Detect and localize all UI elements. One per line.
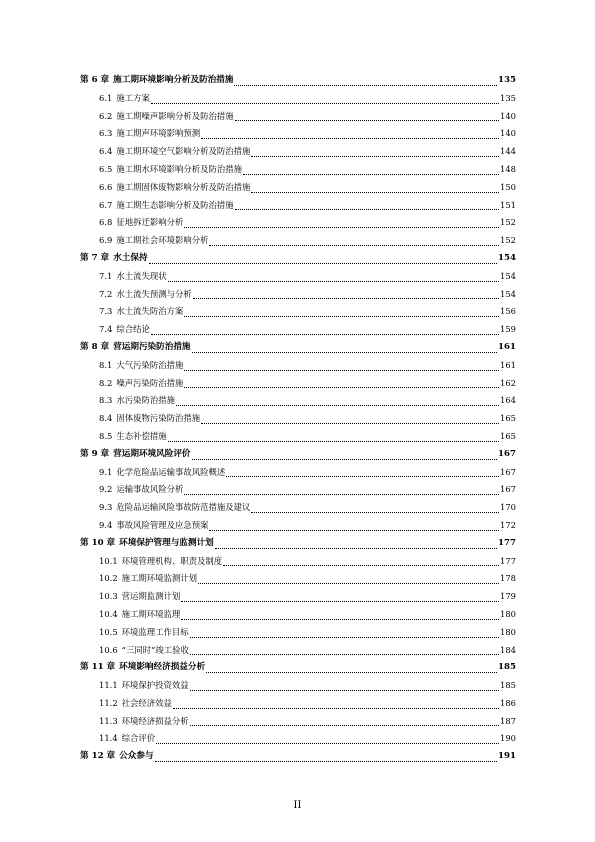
toc-entry-number: 9.3 (99, 502, 113, 513)
toc-dot-leader (198, 583, 499, 584)
toc-entry-page: 177 (498, 537, 516, 548)
toc-entry-number: 11.1 (99, 680, 118, 691)
toc-entry-title: 施工期环境监理 (121, 608, 181, 619)
toc-entry-number: 7.3 (99, 306, 113, 317)
toc-entry-number: 6.4 (99, 146, 113, 157)
toc-entry-number: 10.5 (99, 626, 118, 637)
toc-entry-title: 施工方案 (116, 92, 150, 103)
toc-entry-number: 7.1 (99, 270, 113, 281)
toc-entry-number: 9.1 (99, 466, 113, 477)
toc-entry-title: 施工期环境空气影响分析及防治措施 (116, 146, 251, 157)
toc-entry-page: 179 (500, 591, 516, 602)
toc-entry-number: 7.2 (99, 288, 113, 299)
toc-entry-page: 191 (498, 751, 516, 762)
toc-entry-title: 固体废物污染防治措施 (116, 413, 201, 424)
toc-dot-leader (235, 209, 499, 210)
toc-section-entry[interactable] (80, 553, 516, 571)
toc-entry-title: 大气污染防治措施 (116, 359, 184, 370)
toc-entry-page: 150 (500, 181, 516, 192)
toc-entry-number: 8.2 (99, 377, 113, 388)
toc-chapter-entry[interactable] (80, 748, 516, 766)
toc-dot-leader (149, 263, 498, 264)
toc-entry-title: 施工期噪声影响分析及防治措施 (116, 110, 234, 121)
toc-dot-leader (190, 654, 499, 655)
toc-dot-leader (151, 334, 499, 335)
toc-chapter-entry[interactable] (80, 339, 516, 357)
toc-entry-page: 177 (500, 555, 516, 566)
toc-entry-number: 6.3 (99, 128, 113, 139)
toc-section-entry[interactable] (80, 125, 516, 143)
toc-chapter-entry[interactable] (80, 250, 516, 268)
toc-entry-number: 10.4 (99, 608, 118, 619)
toc-dot-leader (181, 619, 499, 620)
toc-entry-page: 154 (498, 252, 516, 263)
toc-entry-page: 190 (500, 733, 516, 744)
toc-entry-number: 10.2 (99, 573, 118, 584)
toc-entry-title: 征地拆迁影响分析 (116, 217, 184, 228)
toc-entry-number: 第 9 章 (80, 448, 110, 459)
toc-entry-page: 151 (500, 199, 516, 210)
toc-entry-number: 第 10 章 (80, 537, 116, 548)
toc-dot-leader (190, 637, 499, 638)
toc-entry-title: 施工期固体废物影响分析及防治措施 (116, 181, 251, 192)
toc-dot-leader (156, 743, 499, 744)
toc-chapter-entry[interactable] (80, 535, 516, 553)
toc-dot-leader (251, 192, 499, 193)
toc-entry-title: 施工期声环境影响预测 (116, 128, 201, 139)
toc-dot-leader (192, 459, 498, 460)
toc-dot-leader (168, 281, 499, 282)
toc-entry-title: 水土流失现状 (116, 270, 167, 281)
toc-dot-leader (251, 512, 499, 513)
toc-dot-leader (151, 103, 499, 104)
toc-entry-title: 综合评价 (121, 733, 156, 744)
toc-dot-leader (206, 672, 497, 673)
page-number: II (293, 800, 302, 811)
toc-entry-number: 9.4 (99, 519, 113, 530)
toc-dot-leader (201, 138, 499, 139)
toc-entry-title: 环境保护投资效益 (121, 680, 189, 691)
toc-entry-page: 164 (500, 395, 516, 406)
toc-entry-title: 综合结论 (116, 324, 150, 335)
toc-dot-leader (184, 494, 499, 495)
toc-entry-page: 156 (500, 306, 516, 317)
toc-dot-leader (235, 120, 499, 121)
toc-section-entry[interactable] (80, 286, 516, 304)
toc-entry-page: 172 (500, 519, 516, 530)
toc-entry-page: 140 (500, 110, 516, 121)
toc-entry-title: 水土流失预测与分析 (116, 288, 192, 299)
toc-entry-page: 167 (500, 484, 516, 495)
toc-entry-page: 167 (500, 466, 516, 477)
toc-section-entry[interactable] (80, 642, 516, 660)
toc-entry-page: 135 (500, 92, 516, 103)
toc-entry-title: 化学危险品运输事故风险概述 (116, 466, 226, 477)
toc-entry-number: 8.3 (99, 395, 113, 406)
toc-entry-page: 152 (500, 235, 516, 246)
toc-entry-page: 186 (500, 697, 516, 708)
toc-entry-page: 180 (500, 626, 516, 637)
toc-dot-leader (181, 601, 499, 602)
toc-entry-page: 140 (500, 128, 516, 139)
toc-entry-title: 环境管理机构、职责及制度 (121, 555, 223, 566)
toc-entry-title: 营运期环境风险评价 (113, 448, 191, 459)
toc-entry-page: 178 (500, 573, 516, 584)
toc-section-entry[interactable] (80, 606, 516, 624)
toc-section-entry[interactable] (80, 481, 516, 499)
toc-entry-page: 154 (500, 288, 516, 299)
toc-section-entry[interactable] (80, 713, 516, 731)
toc-entry-page: 154 (500, 270, 516, 281)
toc-section-entry[interactable] (80, 303, 516, 321)
toc-entry-number: 第 7 章 (80, 252, 110, 263)
toc-entry-title: 施工期社会环境影响分析 (116, 235, 209, 246)
toc-dot-leader (215, 548, 497, 549)
toc-chapter-entry[interactable] (80, 446, 516, 464)
toc-dot-leader (251, 156, 499, 157)
toc-entry-number: 11.2 (99, 697, 118, 708)
toc-dot-leader (226, 476, 499, 477)
toc-section-entry[interactable] (80, 108, 516, 126)
toc-entry-title: 施工期环境影响分析及防治措施 (113, 75, 234, 85)
toc-dot-leader (176, 405, 499, 406)
toc-entry-title: 环境影响经济损益分析 (119, 662, 206, 673)
toc-entry-number: 第 6 章 (80, 75, 110, 85)
toc-section-entry[interactable] (80, 392, 516, 410)
toc-entry-number: 6.8 (99, 217, 113, 228)
toc-entry-page: 148 (500, 163, 516, 174)
toc-entry-title: 营运期污染防治措施 (113, 341, 191, 352)
toc-entry-page: 180 (500, 608, 516, 619)
toc-dot-leader (190, 725, 499, 726)
toc-entry-title: 施工期生态影响分析及防治措施 (116, 199, 234, 210)
toc-dot-leader (192, 352, 498, 353)
toc-entry-number: 11.3 (99, 715, 118, 726)
toc-section-entry[interactable] (80, 624, 516, 642)
toc-entry-title: 水污染防治措施 (116, 395, 175, 406)
toc-entry-number: 6.6 (99, 181, 113, 192)
toc-entry-number: 8.5 (99, 430, 113, 441)
toc-entry-page: 162 (500, 377, 516, 388)
toc-entry-number: 第 8 章 (80, 341, 110, 352)
toc-chapter-entry[interactable] (80, 659, 516, 677)
toc-entry-page: 165 (500, 430, 516, 441)
toc-entry-page: 165 (500, 413, 516, 424)
toc-entry-page: 152 (500, 217, 516, 228)
toc-section-entry[interactable] (80, 357, 516, 375)
toc-entry-number: 10.3 (99, 591, 118, 602)
toc-entry-number: 7.4 (99, 324, 113, 335)
toc-section-entry[interactable] (80, 268, 516, 286)
toc-entry-number: 6.9 (99, 235, 113, 246)
toc-entry-number: 10.1 (99, 555, 118, 566)
toc-chapter-entry[interactable] (80, 72, 516, 90)
toc-section-entry[interactable] (80, 570, 516, 588)
toc-entry-title: 环境监理工作目标 (121, 626, 189, 637)
toc-section-entry[interactable] (80, 214, 516, 232)
toc-section-entry[interactable] (80, 375, 516, 393)
toc-entry-page: 144 (500, 146, 516, 157)
toc-entry-title: 噪声污染防治措施 (116, 377, 184, 388)
toc-dot-leader (184, 370, 499, 371)
toc-entry-title: 环境保护管理与监测计划 (119, 537, 214, 548)
toc-entry-number: 8.4 (99, 413, 113, 424)
toc-entry-title: 环境经济损益分析 (121, 715, 189, 726)
toc-entry-number: 8.1 (99, 359, 113, 370)
toc-entry-number: 9.2 (99, 484, 113, 495)
toc-section-entry[interactable] (80, 179, 516, 197)
toc-entry-title: 公众参与 (119, 751, 154, 762)
toc-dot-leader (243, 174, 499, 175)
toc-entry-page: 184 (500, 644, 516, 655)
toc-entry-number: 11.4 (99, 733, 118, 744)
toc-dot-leader (168, 441, 499, 442)
toc-dot-leader (190, 690, 499, 691)
toc-entry-page: 167 (498, 448, 516, 459)
toc-dot-leader (184, 227, 499, 228)
toc-entry-page: 170 (500, 502, 516, 513)
toc-section-entry[interactable] (80, 517, 516, 535)
toc-entry-number: 第 11 章 (80, 662, 116, 673)
toc-dot-leader (193, 298, 499, 299)
toc-entry-title: 施工期水环境影响分析及防治措施 (116, 163, 242, 174)
toc-entry-number: 10.6 (99, 644, 118, 655)
toc-entry-page: 187 (500, 715, 516, 726)
toc-dot-leader (173, 708, 499, 709)
toc-entry-page: 135 (498, 75, 516, 85)
toc-dot-leader (234, 85, 497, 86)
toc-dot-leader (209, 245, 499, 246)
toc-entry-page: 161 (500, 359, 516, 370)
toc-entry-page: 185 (500, 680, 516, 691)
toc-section-entry[interactable] (80, 677, 516, 695)
toc-section-entry[interactable] (80, 588, 516, 606)
toc-entry-number: 6.1 (99, 92, 113, 103)
toc-dot-leader (184, 316, 499, 317)
toc-dot-leader (223, 565, 499, 566)
toc-section-entry[interactable] (80, 143, 516, 161)
toc-entry-page: 185 (498, 662, 516, 673)
toc-section-entry[interactable] (80, 410, 516, 428)
toc-entry-title: 运输事故风险分析 (116, 484, 184, 495)
toc-dot-leader (184, 387, 499, 388)
toc-section-entry[interactable] (80, 161, 516, 179)
toc-section-entry[interactable] (80, 232, 516, 250)
toc-section-entry[interactable] (80, 695, 516, 713)
toc-entry-number: 第 12 章 (80, 751, 116, 762)
toc-entry-number: 6.7 (99, 199, 113, 210)
toc-section-entry[interactable] (80, 90, 516, 108)
toc-entry-number: 6.2 (99, 110, 113, 121)
toc-entry-number: 6.5 (99, 163, 113, 174)
toc-section-entry[interactable] (80, 197, 516, 215)
toc-entry-title: 营运期监测计划 (121, 591, 181, 602)
toc-entry-title: “三同时”竣工验收 (121, 644, 189, 655)
toc-section-entry[interactable] (80, 730, 516, 748)
toc-entry-title: 危险品运输风险事故防范措施及建议 (116, 502, 251, 513)
toc-entry-title: 事故风险管理及应急预案 (116, 519, 209, 530)
toc-section-entry[interactable] (80, 464, 516, 482)
toc-entry-page: 161 (498, 341, 516, 352)
table-of-contents (80, 72, 516, 766)
toc-dot-leader (201, 423, 499, 424)
toc-section-entry[interactable] (80, 499, 516, 517)
toc-entry-title: 水土保持 (113, 252, 148, 263)
toc-section-entry[interactable] (80, 428, 516, 446)
toc-entry-title: 施工期环境监测计划 (121, 573, 198, 584)
toc-dot-leader (209, 530, 499, 531)
toc-entry-title: 水土流失防治方案 (116, 306, 184, 317)
toc-entry-title: 生态补偿措施 (116, 430, 167, 441)
toc-dot-leader (155, 761, 498, 762)
toc-entry-title: 社会经济效益 (121, 697, 172, 708)
toc-entry-page: 159 (500, 324, 516, 335)
toc-section-entry[interactable] (80, 321, 516, 339)
